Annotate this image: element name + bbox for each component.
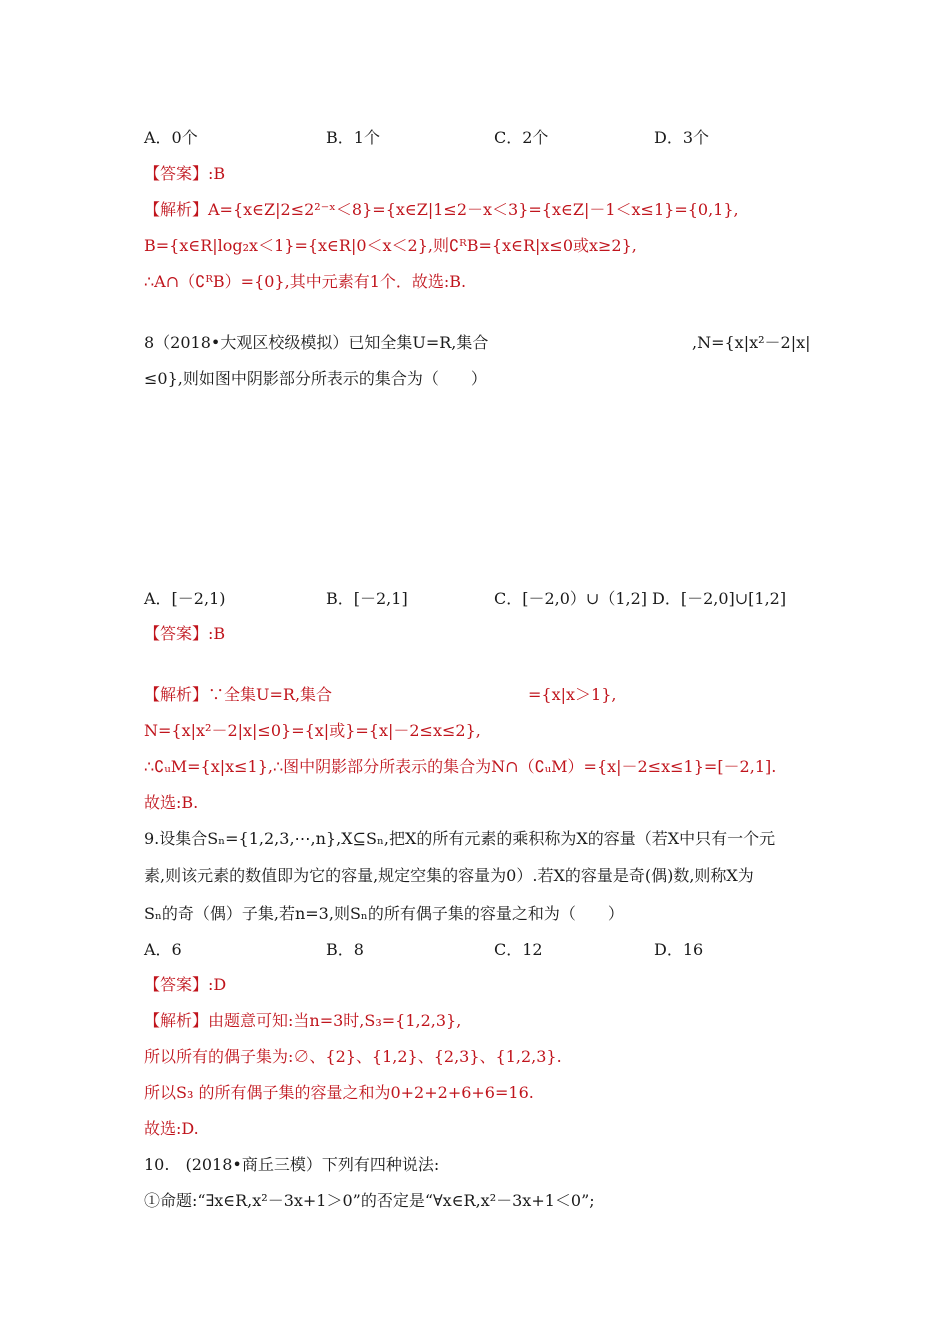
q9-analysis-line-4: 故选:D. xyxy=(144,1119,199,1138)
q9-answer: 【答案】:D xyxy=(144,975,227,994)
q9-analysis-line-2: 所以所有的偶子集为:∅、{2}、{1,2}、{2,3}、{1,2,3}. xyxy=(144,1047,562,1066)
q9-stem-line-3: Sₙ的奇（偶）子集,若n=3,则Sₙ的所有偶子集的容量之和为（ ） xyxy=(144,904,624,923)
q8-analysis-line-3: ∴∁ᵤM={x|x≤1},∴图中阴影部分所表示的集合为N∩（∁ᵤM）={x|－2≤x≤1}=[－2,1]. xyxy=(144,757,777,776)
q8-option-a: A．[－2,1) xyxy=(144,589,226,608)
q9-option-b: B．8 xyxy=(326,940,364,959)
q10-stem-line-1: 10. (2018•商丘三模）下列有四种说法: xyxy=(144,1155,440,1174)
q7-option-a: A．0个 xyxy=(144,128,198,147)
q8-option-b: B．[－2,1] xyxy=(326,589,408,608)
q7-option-b: B．1个 xyxy=(326,128,380,147)
q7-analysis-line-1: 【解析】A={x∈Z|2≤2²⁻ˣ＜8}={x∈Z|1≤2－x＜3}={x∈Z|－1＜x≤1}={0,1}, xyxy=(144,200,739,219)
q8-option-d: D．[－2,0]∪[1,2] xyxy=(652,589,787,608)
q8-stem-line-2: ≤0},则如图中阴影部分所表示的集合为（ ） xyxy=(144,369,487,388)
q8-stem-line-1b: ,N={x|x²－2|x| xyxy=(692,333,811,352)
q9-option-c: C．12 xyxy=(494,940,543,959)
q7-analysis-line-3: ∴A∩（∁ᴿB）={0},其中元素有1个．故选:B. xyxy=(144,272,467,291)
q9-analysis-line-1: 【解析】由题意可知:当n=3时,S₃={1,2,3}, xyxy=(144,1011,462,1030)
q9-analysis-line-3: 所以S₃ 的所有偶子集的容量之和为0+2+2+6+6=16. xyxy=(144,1083,534,1102)
q9-option-d: D．16 xyxy=(654,940,704,959)
q9-stem-line-1: 9.设集合Sₙ={1,2,3,⋯,n},X⊆Sₙ,把X的所有元素的乘积称为X的容量（若X中只有一个元 xyxy=(144,829,776,848)
q10-stem-line-2: ①命题:“∃x∈R,x²－3x+1＞0”的否定是“∀x∈R,x²－3x+1＜0”; xyxy=(144,1191,595,1210)
q8-analysis-line-1b: ={x|x＞1}, xyxy=(528,685,617,704)
q7-analysis-line-2: B={x∈R|log₂x＜1}={x∈R|0＜x＜2},则∁ᴿB={x∈R|x≤0或x≥2}, xyxy=(144,236,637,255)
q7-option-c: C．2个 xyxy=(494,128,549,147)
q8-analysis-line-4: 故选:B. xyxy=(144,793,199,812)
q8-stem-line-1a: 8（2018•大观区校级模拟）已知全集U=R,集合 xyxy=(144,333,489,352)
q7-option-d: D．3个 xyxy=(654,128,710,147)
q8-analysis-line-2: N={x|x²－2|x|≤0}={x|或}={x|－2≤x≤2}, xyxy=(144,721,481,740)
q9-stem-line-2: 素,则该元素的数值即为它的容量,规定空集的容量为0）.若X的容量是奇(偶)数,则称X为 xyxy=(144,866,754,885)
q9-option-a: A．6 xyxy=(144,940,182,959)
q7-answer: 【答案】:B xyxy=(144,164,226,183)
q8-answer: 【答案】:B xyxy=(144,624,226,643)
q8-analysis-line-1a: 【解析】∵全集U=R,集合 xyxy=(144,685,333,704)
q8-option-c: C．[－2,0）∪（1,2] xyxy=(494,589,648,608)
